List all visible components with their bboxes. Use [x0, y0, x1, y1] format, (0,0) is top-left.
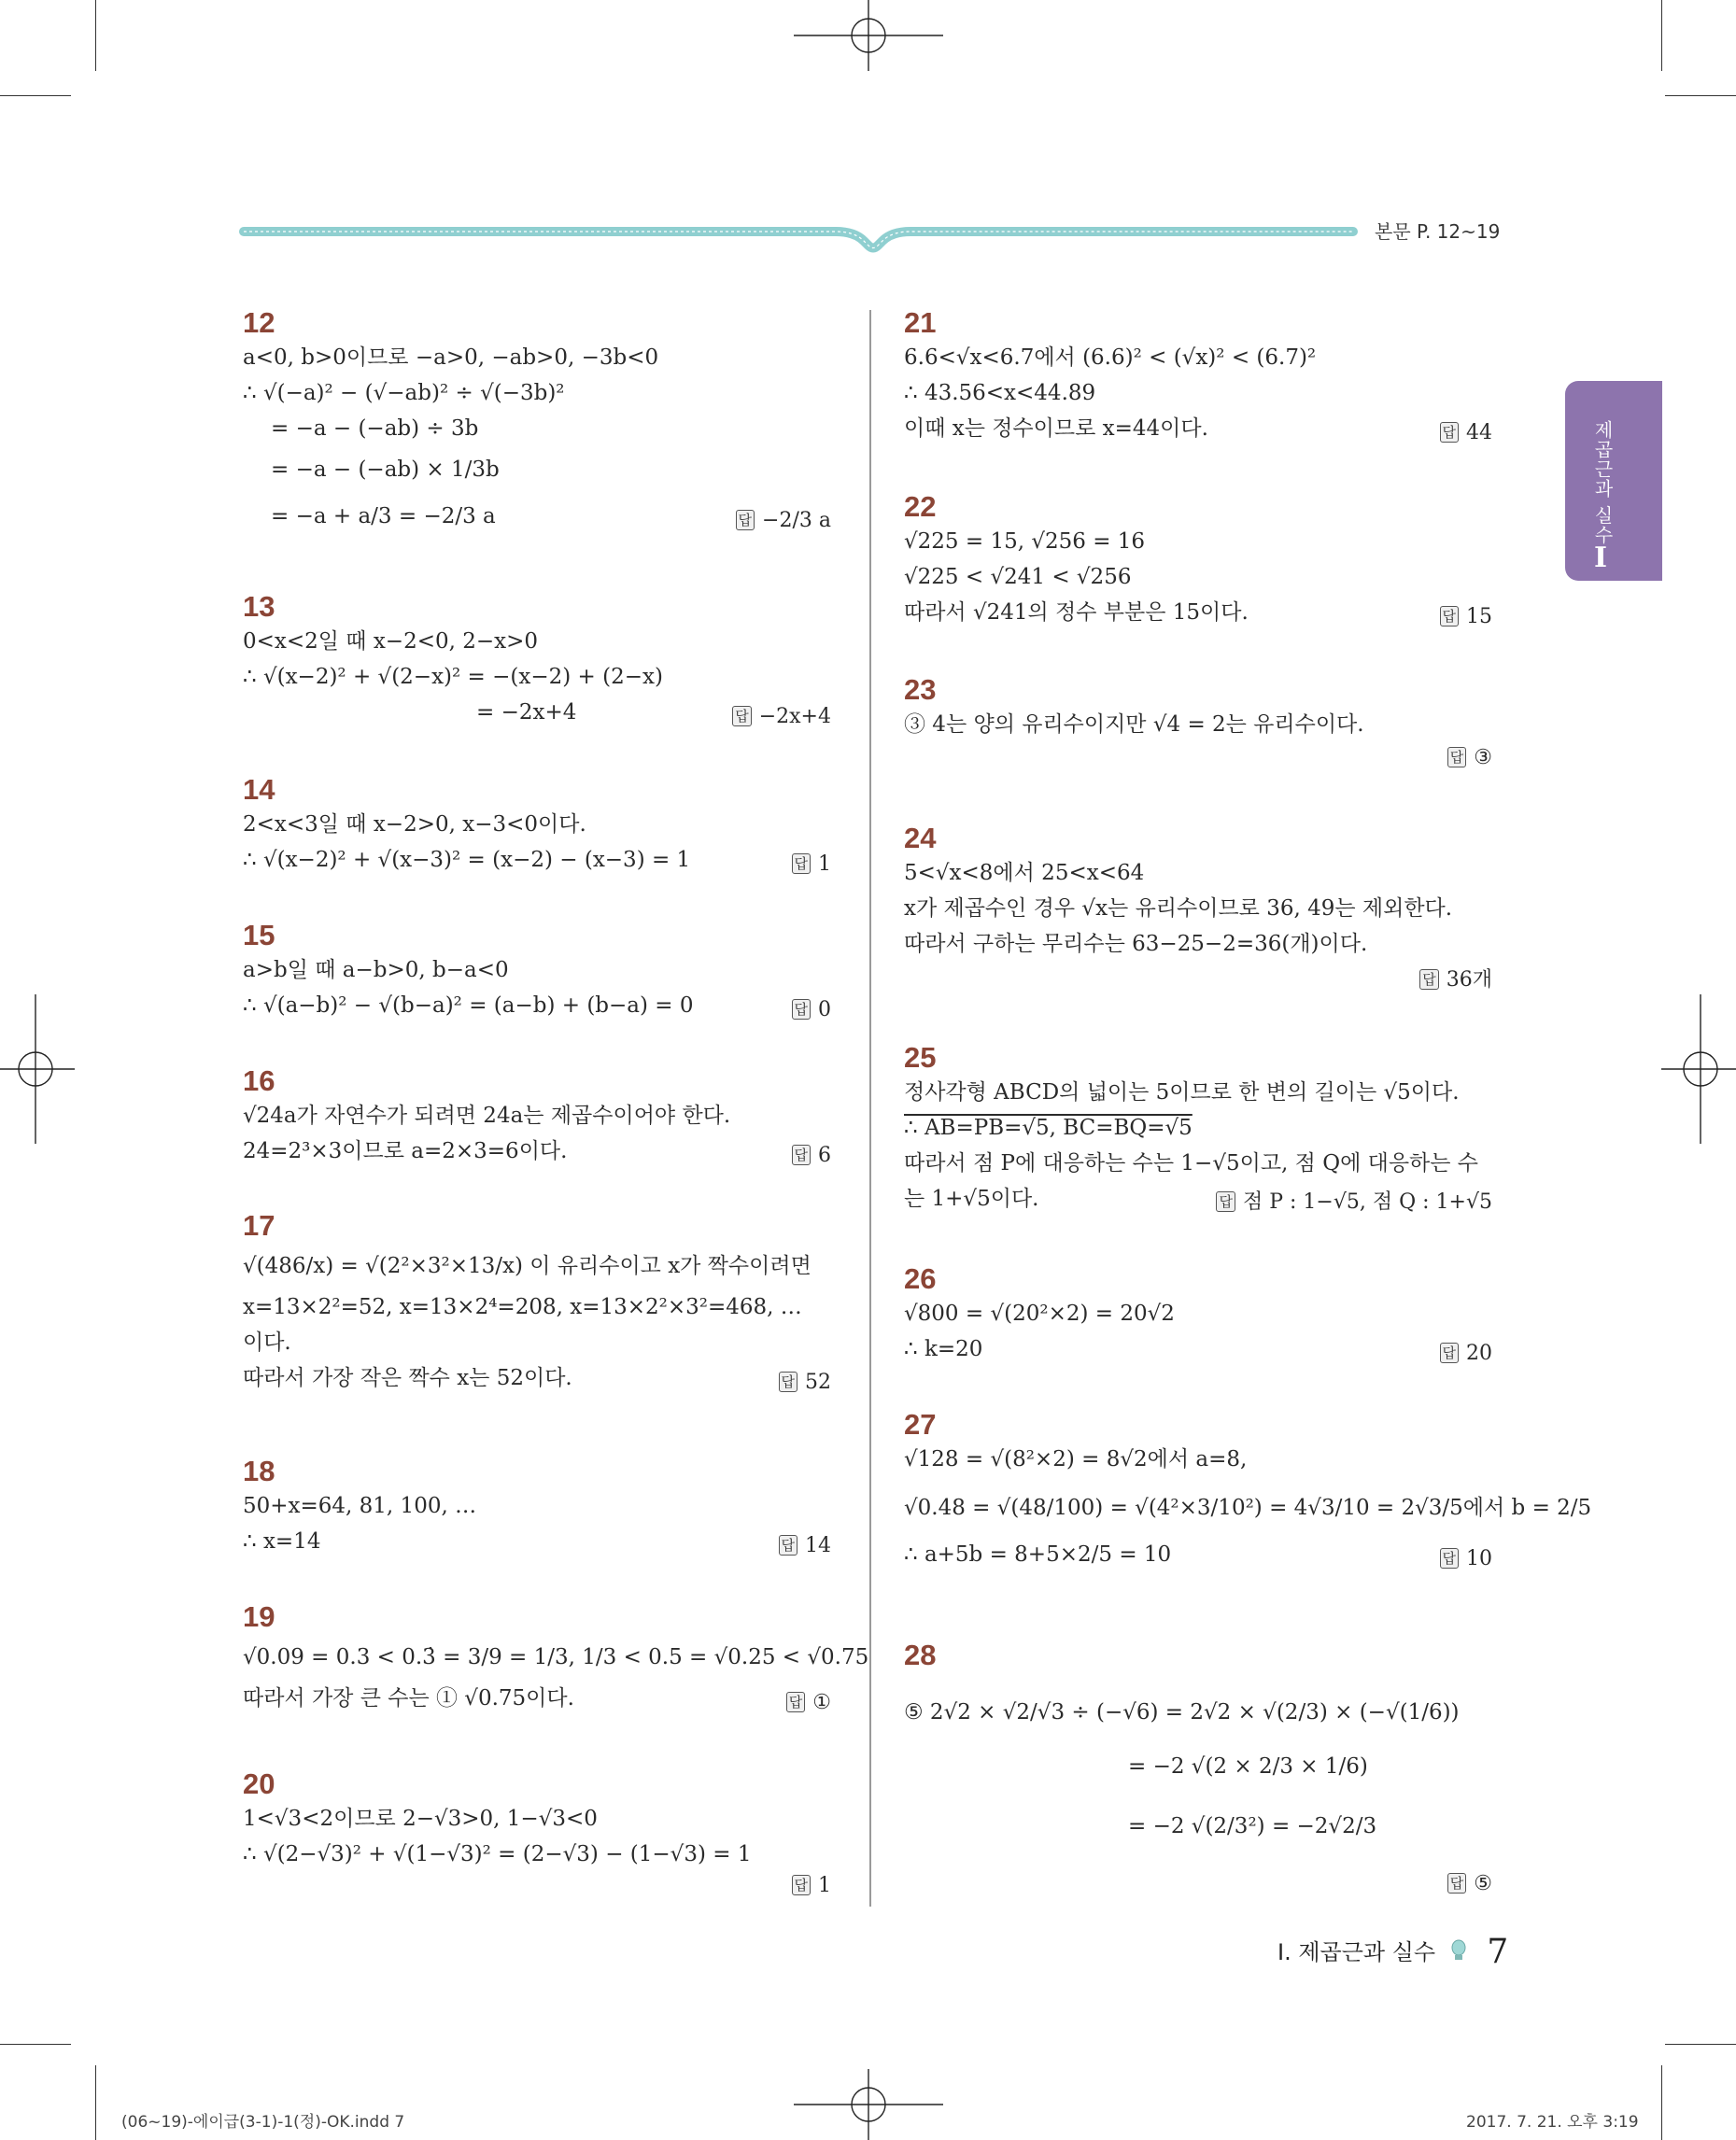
answer-value: 10	[1466, 1547, 1492, 1570]
solution-line: 2<x<3일 때 x−2>0, x−3<0이다.	[243, 812, 586, 837]
solution-line: ∴ k=20	[904, 1337, 983, 1361]
answer: 답 ③	[1447, 746, 1492, 769]
solution-line: 5<√x<8에서 25<x<64	[904, 861, 1145, 885]
solution-line: a>b일 때 a−b>0, b−a<0	[243, 958, 509, 982]
problem-number: 19	[243, 1600, 275, 1633]
answer-value: 36개	[1446, 968, 1492, 992]
solution-line: ③ 4는 양의 유리수이지만 √4 = 2는 유리수이다.	[904, 712, 1364, 737]
solution-line: a<0, b>0이므로 −a>0, −ab>0, −3b<0	[243, 345, 659, 370]
solution-line: 따라서 √241의 정수 부분은 15이다.	[904, 600, 1249, 625]
registration-mark-right	[1661, 994, 1736, 1144]
problem-number: 21	[904, 306, 937, 339]
answer-value: 1	[818, 1874, 831, 1897]
problem-13	[243, 590, 840, 730]
solution-line: 따라서 점 P에 대응하는 수는 1−√5이고, 점 Q에 대응하는 수	[904, 1151, 1478, 1176]
answer-value: ③	[1474, 746, 1492, 769]
problem-number: 14	[243, 773, 275, 806]
problem-number: 24	[904, 822, 937, 854]
answer: 답 ⑤	[1447, 1872, 1492, 1895]
solution-line: 따라서 가장 작은 짝수 x는 52이다.	[243, 1366, 572, 1390]
problem-number: 22	[904, 490, 937, 523]
answer: 답 점 P : 1−√5, 점 Q : 1+√5	[1216, 1186, 1492, 1215]
page-footer	[1277, 1933, 1508, 1971]
solution-line: ∴ √(2−√3)² + √(1−√3)² = (2−√3) − (1−√3) = 1	[243, 1842, 752, 1866]
answer-value: 52	[805, 1371, 831, 1394]
solution-line: = −a + a/3 = −2/3 a	[271, 504, 496, 528]
header-band	[238, 217, 1359, 258]
solution-line: 1<√3<2이므로 2−√3>0, 1−√3<0	[243, 1807, 598, 1831]
problem-number: 16	[243, 1064, 275, 1097]
crop-mark	[0, 95, 71, 96]
side-tab-label: 제곱근과 실수	[1591, 420, 1614, 545]
answer: 답 ①	[786, 1691, 831, 1714]
side-tab-roman: I	[1593, 542, 1608, 574]
problem-18	[243, 1455, 840, 1559]
solution-line: 정사각형 ABCD의 넓이는 5이므로 한 변의 길이는 √5이다.	[904, 1080, 1460, 1105]
answer: 답 1	[792, 852, 832, 876]
solution-line: ∴ a+5b = 8+5×2/5 = 10	[904, 1542, 1172, 1567]
problem-15	[243, 919, 840, 1023]
print-timestamp: 2017. 7. 21. 오후 3:19	[1466, 2113, 1639, 2132]
solution-line: x가 제곱수인 경우 √x는 유리수이므로 36, 49는 제외한다.	[904, 896, 1453, 921]
crop-mark	[0, 2044, 71, 2045]
problem-number: 12	[243, 306, 275, 339]
problem-number: 18	[243, 1455, 275, 1487]
solution-line: ∴ x=14	[243, 1529, 321, 1554]
solution-line: √(486/x) = √(2²×3²×13/x) 이 유리수이고 x가 짝수이려면	[243, 1254, 812, 1278]
answer-value: 44	[1466, 421, 1492, 444]
registration-mark-left	[0, 994, 75, 1144]
solution-line: √128 = √(8²×2) = 8√2에서 a=8,	[904, 1447, 1248, 1471]
chapter-title: I. 제곱근과 실수	[1277, 1939, 1436, 1965]
answer: 답 −2x+4	[732, 705, 831, 728]
answer-value: ⑤	[1474, 1872, 1492, 1895]
registration-mark-bottom	[794, 2069, 943, 2140]
solution-line: ∴ √(x−2)² + √(2−x)² = −(x−2) + (2−x)	[243, 665, 663, 689]
answer-value: 14	[805, 1534, 831, 1557]
solution-line: x=13×2²=52, x=13×2⁴=208, x=13×2²×3²=468, …	[243, 1295, 802, 1319]
answer-value: 1	[818, 852, 831, 876]
registration-mark-top	[794, 0, 943, 71]
problem-16	[243, 1064, 840, 1169]
solution-line: 이다.	[243, 1330, 291, 1355]
problem-number: 17	[243, 1209, 275, 1242]
page-reference: 본문 P. 12~19	[1375, 220, 1501, 243]
solution-line: √800 = √(20²×2) = 20√2	[904, 1302, 1175, 1326]
lightbulb-icon	[1450, 1939, 1467, 1964]
problem-25	[904, 1041, 1494, 1217]
solution-line: √225 < √241 < √256	[904, 565, 1132, 589]
solution-line: 이때 x는 정수이므로 x=44이다.	[904, 416, 1208, 441]
problem-number: 28	[904, 1639, 937, 1671]
answer-value: −2/3 a	[762, 509, 831, 532]
answer-value: 6	[818, 1144, 831, 1167]
answer-value: ①	[812, 1691, 831, 1714]
solution-line: 따라서 가장 큰 수는 ① √0.75이다.	[243, 1686, 574, 1711]
crop-mark	[1665, 95, 1736, 96]
answer-value: 0	[818, 998, 831, 1021]
answer-value: 점 P : 1−√5, 점 Q : 1+√5	[1242, 1190, 1492, 1214]
problem-number: 26	[904, 1262, 937, 1295]
solution-line: ⑤ 2√2 × √2/√3 ÷ (−√6) = 2√2 × √(2/3) × (−√(1/6))	[904, 1700, 1460, 1725]
answer: 답 36개	[1419, 964, 1492, 993]
crop-mark	[95, 2065, 96, 2140]
problem-21	[904, 306, 1494, 446]
solution-line: 0<x<2일 때 x−2<0, 2−x>0	[243, 629, 539, 654]
problem-28	[904, 1639, 1494, 1895]
solution-line: ∴ 43.56<x<44.89	[904, 381, 1096, 405]
problem-22	[904, 490, 1494, 630]
solution-line: √0.09 = 0.3 < 0.3̇ = 3/9 = 1/3, 1/3 < 0.5 = √0.25 < √0.75	[243, 1645, 869, 1669]
solution-line: 6.6<√x<6.7에서 (6.6)² < (√x)² < (6.7)²	[904, 345, 1317, 370]
column-divider	[869, 310, 871, 1907]
answer-value: −2x+4	[758, 705, 831, 728]
answer-value: 15	[1466, 605, 1492, 628]
problem-number: 27	[904, 1408, 937, 1441]
solution-line: ∴ √(x−2)² + √(x−3)² = (x−2) − (x−3) = 1	[243, 848, 691, 872]
solution-line: 는 1+√5이다.	[904, 1187, 1039, 1211]
problem-26	[904, 1262, 1494, 1367]
chapter-side-tab	[1565, 381, 1662, 581]
crop-mark	[1661, 0, 1662, 71]
answer: 답 52	[779, 1371, 832, 1394]
page-number: 7	[1487, 1933, 1509, 1971]
solution-line: 따라서 구하는 무리수는 63−25−2=36(개)이다.	[904, 932, 1368, 956]
solution-line: √225 = 15, √256 = 16	[904, 529, 1146, 554]
answer: 답 10	[1440, 1547, 1493, 1570]
problem-number: 23	[904, 673, 937, 706]
problem-24	[904, 822, 1494, 992]
solution-line: = −a − (−ab) ÷ 3b	[271, 416, 479, 441]
answer: 답 15	[1440, 605, 1493, 628]
solution-line: ∴ AB=PB=√5, BC=BQ=√5	[904, 1116, 1193, 1140]
answer: 답 −2/3 a	[736, 509, 831, 532]
answer: 답 6	[792, 1144, 832, 1167]
problem-number: 13	[243, 590, 275, 623]
problem-19	[243, 1600, 869, 1716]
answer: 답 14	[779, 1534, 832, 1557]
problem-27	[904, 1408, 1592, 1578]
crop-mark	[95, 0, 96, 71]
answer: 답 44	[1440, 421, 1493, 444]
crop-mark	[1661, 2065, 1662, 2140]
solution-line: 24=2³×3이므로 a=2×3=6이다.	[243, 1139, 568, 1163]
problem-20	[243, 1767, 840, 1897]
solution-line: ∴ √(−a)² − (√−ab)² ÷ √(−3b)²	[243, 381, 565, 405]
solution-line: ∴ √(a−b)² − √(b−a)² = (a−b) + (b−a) = 0	[243, 993, 694, 1018]
solution-line: 50+x=64, 81, 100, …	[243, 1494, 477, 1518]
problem-17	[243, 1209, 840, 1396]
problem-number: 20	[243, 1767, 275, 1800]
solution-line: = −2 √(2 × 2/3 × 1/6)	[1128, 1754, 1368, 1779]
problem-12	[243, 306, 840, 540]
solution-line: = −2x+4	[476, 700, 577, 725]
crop-mark	[1665, 2044, 1736, 2045]
problem-23	[904, 673, 1494, 769]
solution-line: = −2 √(2/3²) = −2√2/3	[1128, 1814, 1377, 1838]
answer: 답 20	[1440, 1342, 1493, 1365]
problem-14	[243, 773, 840, 878]
solution-line: = −a − (−ab) × 1/3b	[271, 458, 500, 482]
answer: 답 0	[792, 998, 832, 1021]
problem-number: 25	[904, 1041, 937, 1074]
answer: 답 1	[792, 1874, 832, 1897]
answer-value: 20	[1466, 1342, 1492, 1365]
file-slug: (06~19)-에이급(3-1)-1(정)-OK.indd 7	[121, 2113, 405, 2132]
problem-number: 15	[243, 919, 275, 951]
solution-line: √24a가 자연수가 되려면 24a는 제곱수이어야 한다.	[243, 1104, 731, 1128]
solution-line: √0.48 = √(48/100) = √(4²×3/10²) = 4√3/10 = 2√3/5에서 b = 2/5	[904, 1496, 1592, 1520]
